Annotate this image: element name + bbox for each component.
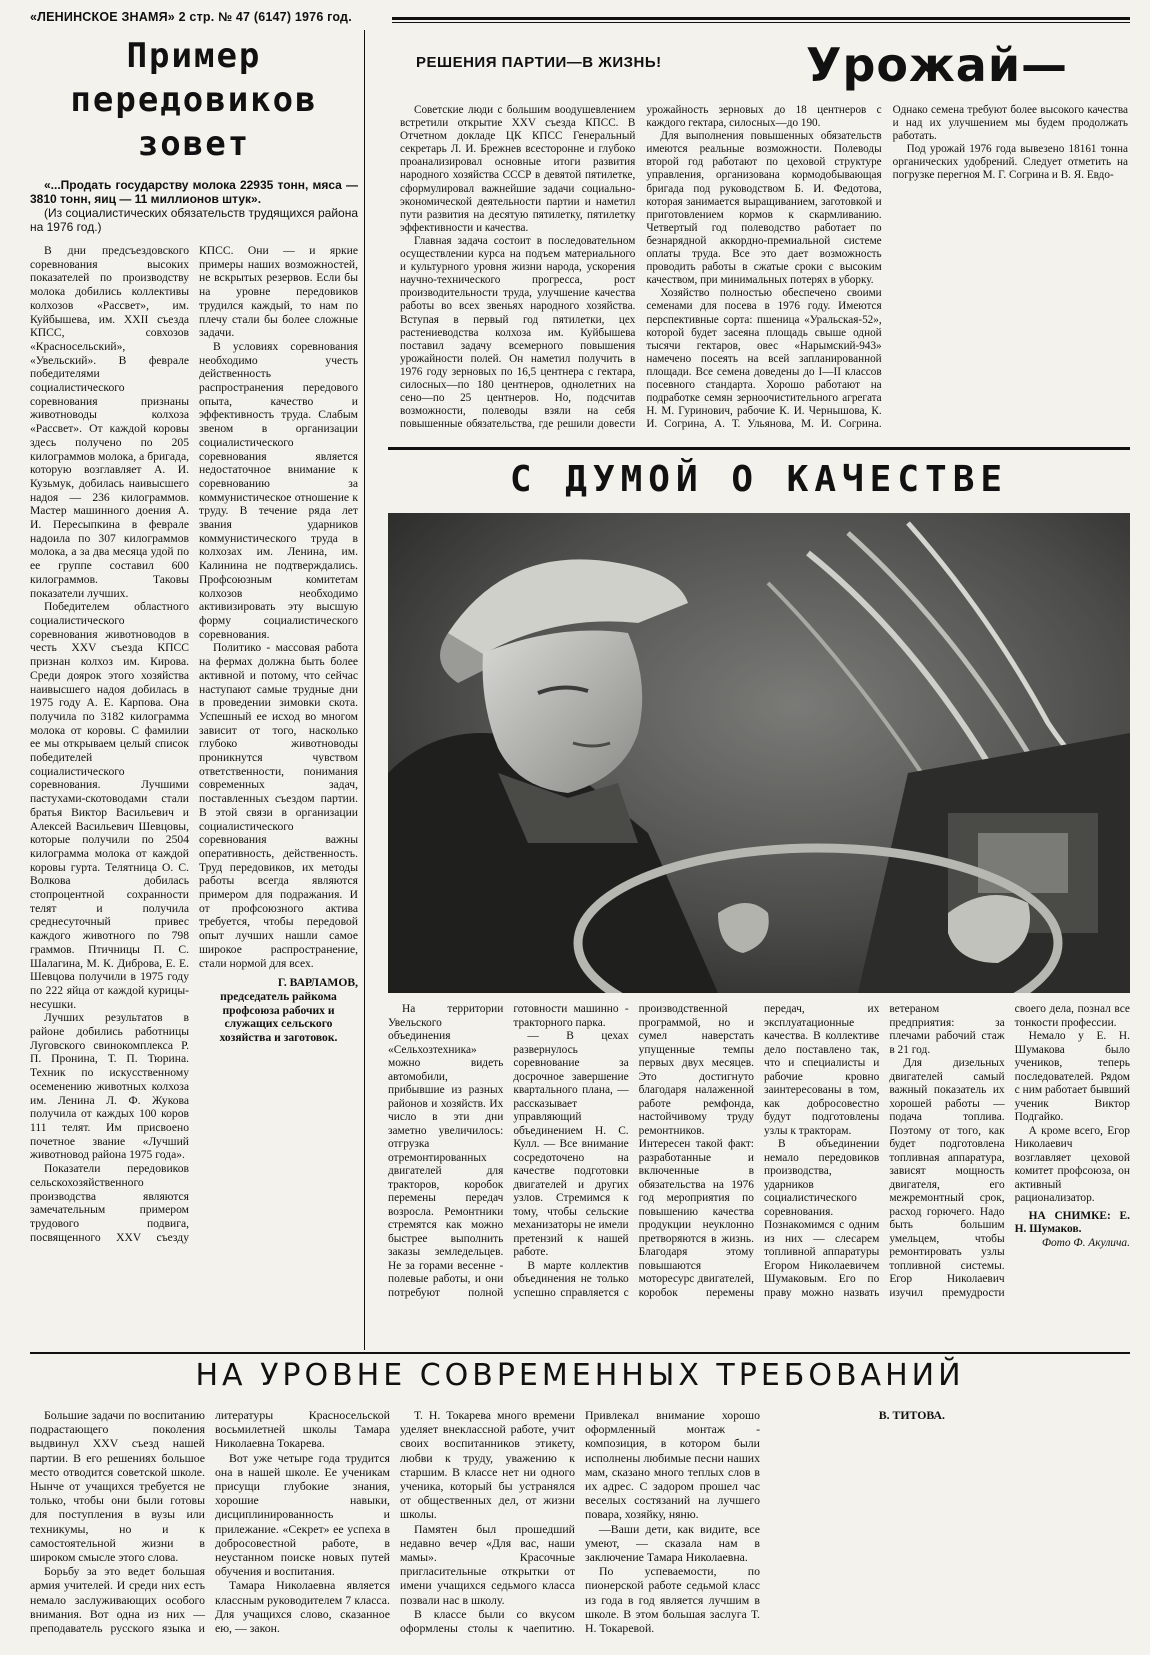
harvest-title: Урожай— <box>806 38 1069 92</box>
left-article-lead-source: (Из социалистических обязательств трудящихся района на 1976 год.) <box>30 206 358 234</box>
photo-mechanic-at-engine <box>388 513 1130 993</box>
quality-paragraph: А кроме всего, Егор Николаевич возглавляет цеховой комитет профсоюза, он активный рационализатор. <box>1014 1124 1130 1204</box>
left-column-divider <box>364 30 365 1350</box>
left-article-title <box>30 34 358 166</box>
bottom-paragraph: По успеваемости, по пионерской работе седьмой класс из года в год является лучшим в школе. В этом большая заслуга Т. Н. Токаревой. <box>585 1564 760 1636</box>
bottom-signature: В. ТИТОВА. <box>878 1408 945 1422</box>
harvest-paragraph: Советские люди с большим воодушевлением встретили открытие XXV съезда КПСС. В Отчетном докладе ЦК КПСС Генеральный секретарь Л. И. Брежнев всесторонне и глубоко проанализировал основные итоги развития народного хозяйства СССР в девятой пятилетке, сформулировал важнейшие задачи социально-экономической деятельности партии и наметил пути развития на десятую пятилетку, пятилетку эффективности и качества. <box>400 104 636 234</box>
bottom-paragraph: —Ваши дети, как видите, все умеют, — сказала нам в заключение Тамара Николаевна. <box>585 1521 760 1565</box>
left-title-line-3: зовет <box>137 124 251 164</box>
masthead-rule <box>392 17 1130 20</box>
photo-caption <box>1015 1210 1130 1237</box>
left-signature-title: председатель райкома профсоюза рабочих и служащих сельского хозяйства и заготовок. <box>219 989 338 1045</box>
quality-paragraph: На территории Увельского объединения «Сельхозтехника» можно видеть автомобили, прибывшие из разных районов и хозяйств. Их число в эти дни заметно увеличилось: отгрузка отремонтированных двигателей для тракторов, коробок перемены передач возросла. Ремонтники стремятся как можно быстрее выполнить заказы земледельцев. Не за горами весенне - полевые работы, и они потребуют полной готовности машинно - тракторного парка. <box>388 1003 629 1299</box>
bottom-paragraph: Тамара Николаевна является классным руководителем 7 класса. Для учащихся слово, сказанное ею, — закон. <box>215 1578 390 1636</box>
photo-caption-text: Е. Н. Шумаков. <box>1014 1209 1130 1235</box>
photo-credit: Фото Ф. Акулича. <box>1041 1236 1130 1249</box>
harvest-paragraph: Для выполнения повышенных обязательств имеются реальные возможности. Полеводы второй год работают по цеховой структуре управления, организована кормодобывающая бригада под руководством Б. И. Федотова, которая занимается выращиванием, заготовкой и приготовлением кормов к скармливанию. Четвертый год полеводство работает по безнарядной аккордно-премиальной системе оплаты труда. Все это дает возможность проводить работы в сжатые сроки с высоким качеством, при минимальных потерях в уборку. <box>646 130 882 287</box>
harvest-article-body <box>400 104 1128 439</box>
bottom-paragraph: В классе были со вкусом оформлены столы к чаепитию. Привлекал внимание хорошо оформленный монтаж - композиция, в котором были исполнены любимые песни наших мам, сказано много теплых слов в их адрес. С задором прошел час веселых состязаний на лучшего повара, хозяйку, няню. <box>400 1408 760 1636</box>
harvest-bottom-rule <box>388 447 1130 450</box>
bottom-paragraph: Памятен был прошедший недавно вечер «Для вас, наши мамы». Красочные пригласительные открытки от имени учащихся седьмого класса позвали нас в школу. <box>400 1521 575 1607</box>
masthead: «ЛЕНИНСКОЕ ЗНАМЯ» 2 стр. № 47 (6147) 1976 год. <box>30 10 352 24</box>
left-title-line-1: Пример <box>126 36 262 76</box>
left-paragraph: Победителем областного социалистического соревнования животноводов в честь XXV съезда КПСС признан колхоз им. Кирова. Среди доярок этого хозяйства наивысшего надоя добилась в 1975 году А. Е. Карпова. Она получила по 3182 килограмма молока от коровы. С фамилии ее мы открываем целый список победителей социалистического соревнования. Лучшими пастухами-скотоводами стали братья Виктор Васильевич и Алексей Васильевич Шевцовы, которые получили по 2504 килограмма молока от каждой коровы гурта. Телятница О. С. Волкова добилась стопроцентной сохранности телят и получила среднесуточный привес каждого животного по 798 граммов. Птичницы П. С. Шалагина, М. К. Диброва, Е. Е. Шевцова получили в 1975 году по 222 яйца от каждой курицы-несушки. <box>30 600 189 1011</box>
left-paragraph: Политико - массовая работа на фермах должна быть более активной и потому, что сейчас наступают самые трудные дни в проведении зимовки скота. Успешный ее исход во многом зависит от того, насколько глубоко животноводы проникнутся чувством ответственности, понимания современных задач, поставленных съездом партии. В этой связи в организации социалистического соревнования важны оперативность, действенность. Труд передовиков, их методы работы всегда являются примером для подражания. И от профсоюзного актива требуется, чтобы передовой опыт лучших нашли самое широкое распространение, стали нормой для всех. <box>199 641 358 970</box>
bottom-frame-top <box>30 1352 1130 1354</box>
quality-paragraph: — В цехах развернулось соревнование за досрочное завершение квартального плана, — рассказывает управляющий объединением Н. С. Кулл. — Все внимание сосредоточено на качестве подготовки двигателей и других узлов. Стремимся к тому, чтобы сельские механизаторы не имели претензий к нашей работе. <box>513 1030 629 1258</box>
harvest-paragraph: Хозяйство полностью обеспечено своими семенами для посева в 1976 году. Имеются перспективные сорта: пшеница «Уральская-52», которой будет засеяна площадь свыше одной тысячи гектаров, овес «Нарымский-943» намечено посеять на всей запланированной площади. Все семена доведены до I—II классов посевного стандарта. Хорошо работают на подработке семян зерноочистительного агрегата Н. М. Гуринович, рабочие К. И. Чернышова, К. И. Согрина, А. Т. Ульянова, М. И. Согрина. Однако семена требуют более высокого качества и над их улучшением мы будем продолжать работать. <box>646 104 1128 431</box>
left-paragraph: Лучших результатов в районе добились работницы Луговского свинокомплекса Р. П. Пронина, Т. П. Тюрина. Техник по искусственному осеменению животных колхоза им. Ленина Л. Ф. Жукова получила от каждых 100 коров 111 телят. Им присвоено почетное звание «Лучший животновод района 1975 года». <box>30 1011 189 1162</box>
bottom-paragraph: Борьбу за это ведет большая армия учителей. И среди них есть немало заслуживающих особого внимания. Вот одна из них — преподаватель русского языка и литературы Красносельской восьмилетней школы Тамара Николаевна Токарева. <box>30 1408 390 1636</box>
left-signature-name: Г. ВАРЛАМОВ, <box>277 976 358 990</box>
bottom-paragraph: Большие задачи по воспитанию подрастающего поколения выдвинул XXV съезд нашей партии. В его решениях большое место отводится советской школе. Нынче от учащихся требуется не только, чтобы они были готовы для поступления в вузы или техникумы, но и к самостоятельной жизни в широком смысле этого слова. <box>30 1408 205 1565</box>
harvest-paragraph: Под урожай 1976 года вывезено 18161 тонна органических удобрений. Следует отметить на погрузке перегноя М. Г. Согрина и В. Я. Евдо- <box>892 143 1128 182</box>
left-article-lead: «...Продать государству молока 22935 тонн, мяса — 3810 тонн, яиц — 11 миллионов штук». <box>30 178 358 206</box>
left-paragraph: Показатели передовиков сельскохозяйственного производства являются замечательным примером трудового подвига, посвященного XXV съезду КПСС. Они — и яркие примеры наших возможностей, не вскрытых резервов. Если бы на уровне передовиков трудился каждый, то нам по плечу стали бы более сложные задачи. <box>30 244 358 1244</box>
harvest-paragraph: Главная задача состоит в последовательном осуществлении курса на подъем материального и культурного уровня жизни народа, ускорения научно-технического прогресса, рост производительности труда, улучшение качества работы во всех звеньях народного хозяйства. Вступая в первый год пятилетки, цех растениеводства колхоза им. Куйбышева поставил задачу всемерного повышения урожайности полей. Он наметил получить в 1976 году зерновых по 16,5 центнера с гектара, силосных—по 180 центнеров, однолетних на сено—по 25 центнеров. Но, подсчитав возможности, полеводы взяли на себя повышенные обязательства, где решили довести урожайность зерновых до 18 центнеров с каждого гектара, силосных—до 190. <box>400 104 882 431</box>
bottom-article-body <box>30 1408 1130 1648</box>
bottom-title: НА УРОВНЕ СОВРЕМЕННЫХ ТРЕБОВАНИЙ <box>195 1358 965 1393</box>
photo-caption-label: НА СНИМКЕ: <box>1028 1209 1111 1222</box>
left-title-line-2: передовиков <box>70 80 318 120</box>
quality-article-body <box>388 1003 1130 1303</box>
harvest-rubric: РЕШЕНИЯ ПАРТИИ—В ЖИЗНЬ! <box>416 54 662 71</box>
quality-paragraph: Немало у Е. Н. Шумакова было учеников, теперь последователей. Рядом с ним работает бывший ученик Виктор Подгайко. <box>1014 1030 1130 1123</box>
quality-title: С ДУМОЙ О КАЧЕСТВЕ <box>509 459 1009 500</box>
bottom-paragraph: Т. Н. Токарева много времени уделяет внеклассной работе, учит своих воспитанников этикету, любви к труду, уважению к старшим. В классе нет ни одного ученика, который бы устранялся от общественных дел, от жизни школы. <box>400 1408 575 1522</box>
left-article <box>30 34 358 1289</box>
left-article-body <box>30 244 358 1249</box>
left-paragraph: В условиях соревнования необходимо учесть действенность распространения передового опыта, качество и эффективность труда. Слабым звеном в организации социалистического соревнования является недостаточное внимание к соревнованию за коммунистическое отношение к труду. В течение ряда лет звания ударников коммунистического труда в колхозах им. Ленина, им. Калинина не подтверждались. Профсоюзным комитетам колхозов необходимо активизировать эту высшую форму социалистического соревнования. <box>199 339 358 641</box>
quality-photo <box>388 513 1130 993</box>
left-paragraph: В дни предсъездовского соревнования высоких показателей по производству молока добились коллективы колхозов «Рассвет», им. Куйбышева, им. XXII съезда КПСС, совхозов «Красносельский», «Увельский». В феврале победителями социалистического соревнования признаны животноводы колхоза «Рассвет». От каждой коровы здесь получено по 205 килограммов молока, а бригада, которую возглавляет А. И. Кузьмук, добилась наивысшего надоя — 236 килограммов. Мастер машинного доения А. И. Пересыпкина в феврале надоила по 307 килограммов молока, а за два месяца удой по ее группе составил 600 килограммов. Таковы показатели лучших. <box>30 244 189 600</box>
quality-paragraph: В марте коллектив объединения не только успешно справляется с производственной программой, но и сумел наверстать упущенные темпы первых двух месяцев. Это достигнуто благодаря налаженной работе ремфонда, настойчивому труду ремонтников. Интересен такой факт: разработанные и включенные в обязательства на 1976 год мероприятия по повышению качества продукции неуклонно претворяются в жизнь. Благодаря этому повышаются моторесурс двигателей, коробок перемены передач, их эксплуатационные качества. В коллективе дело поставлено так, что и специалисты и рабочие кровно заинтересованы в том, как добросовестно будут подготовлены узлы к тракторам. <box>513 1003 880 1299</box>
quality-paragraph: Для дизельных двигателей самый важный показатель их хорошей работы — подача топлива. Поэтому от того, как будет подготовлена топливная аппаратура, зависят мощность двигателя, его межремонтный срок, расход горючего. Надо быть большим умельцем, чтобы ремонтировать узлы топливной системы. Егор Николаевич изучил премудрости своего дела, познал все тонкости профессии. <box>889 1003 1130 1299</box>
quality-paragraph: В объединении немало передовиков производства, ударников социалистического соревнования. Познакомимся с одним из них — слесарем топливной аппаратуры Егором Николаевичем Шумаковым. Его по праву можно назвать ветераном предприятия: за плечами рабочий стаж в 21 год. <box>763 1003 1005 1299</box>
bottom-paragraph: Вот уже четыре года трудится она в нашей школе. Ее ученикам присущи глубокие знания, хорошие навыки, дисциплинированность и прилежание. «Секрет» ее успеха в добросовестной работе, в неустанном поиске новых путей обучения и воспитания. <box>215 1450 390 1579</box>
